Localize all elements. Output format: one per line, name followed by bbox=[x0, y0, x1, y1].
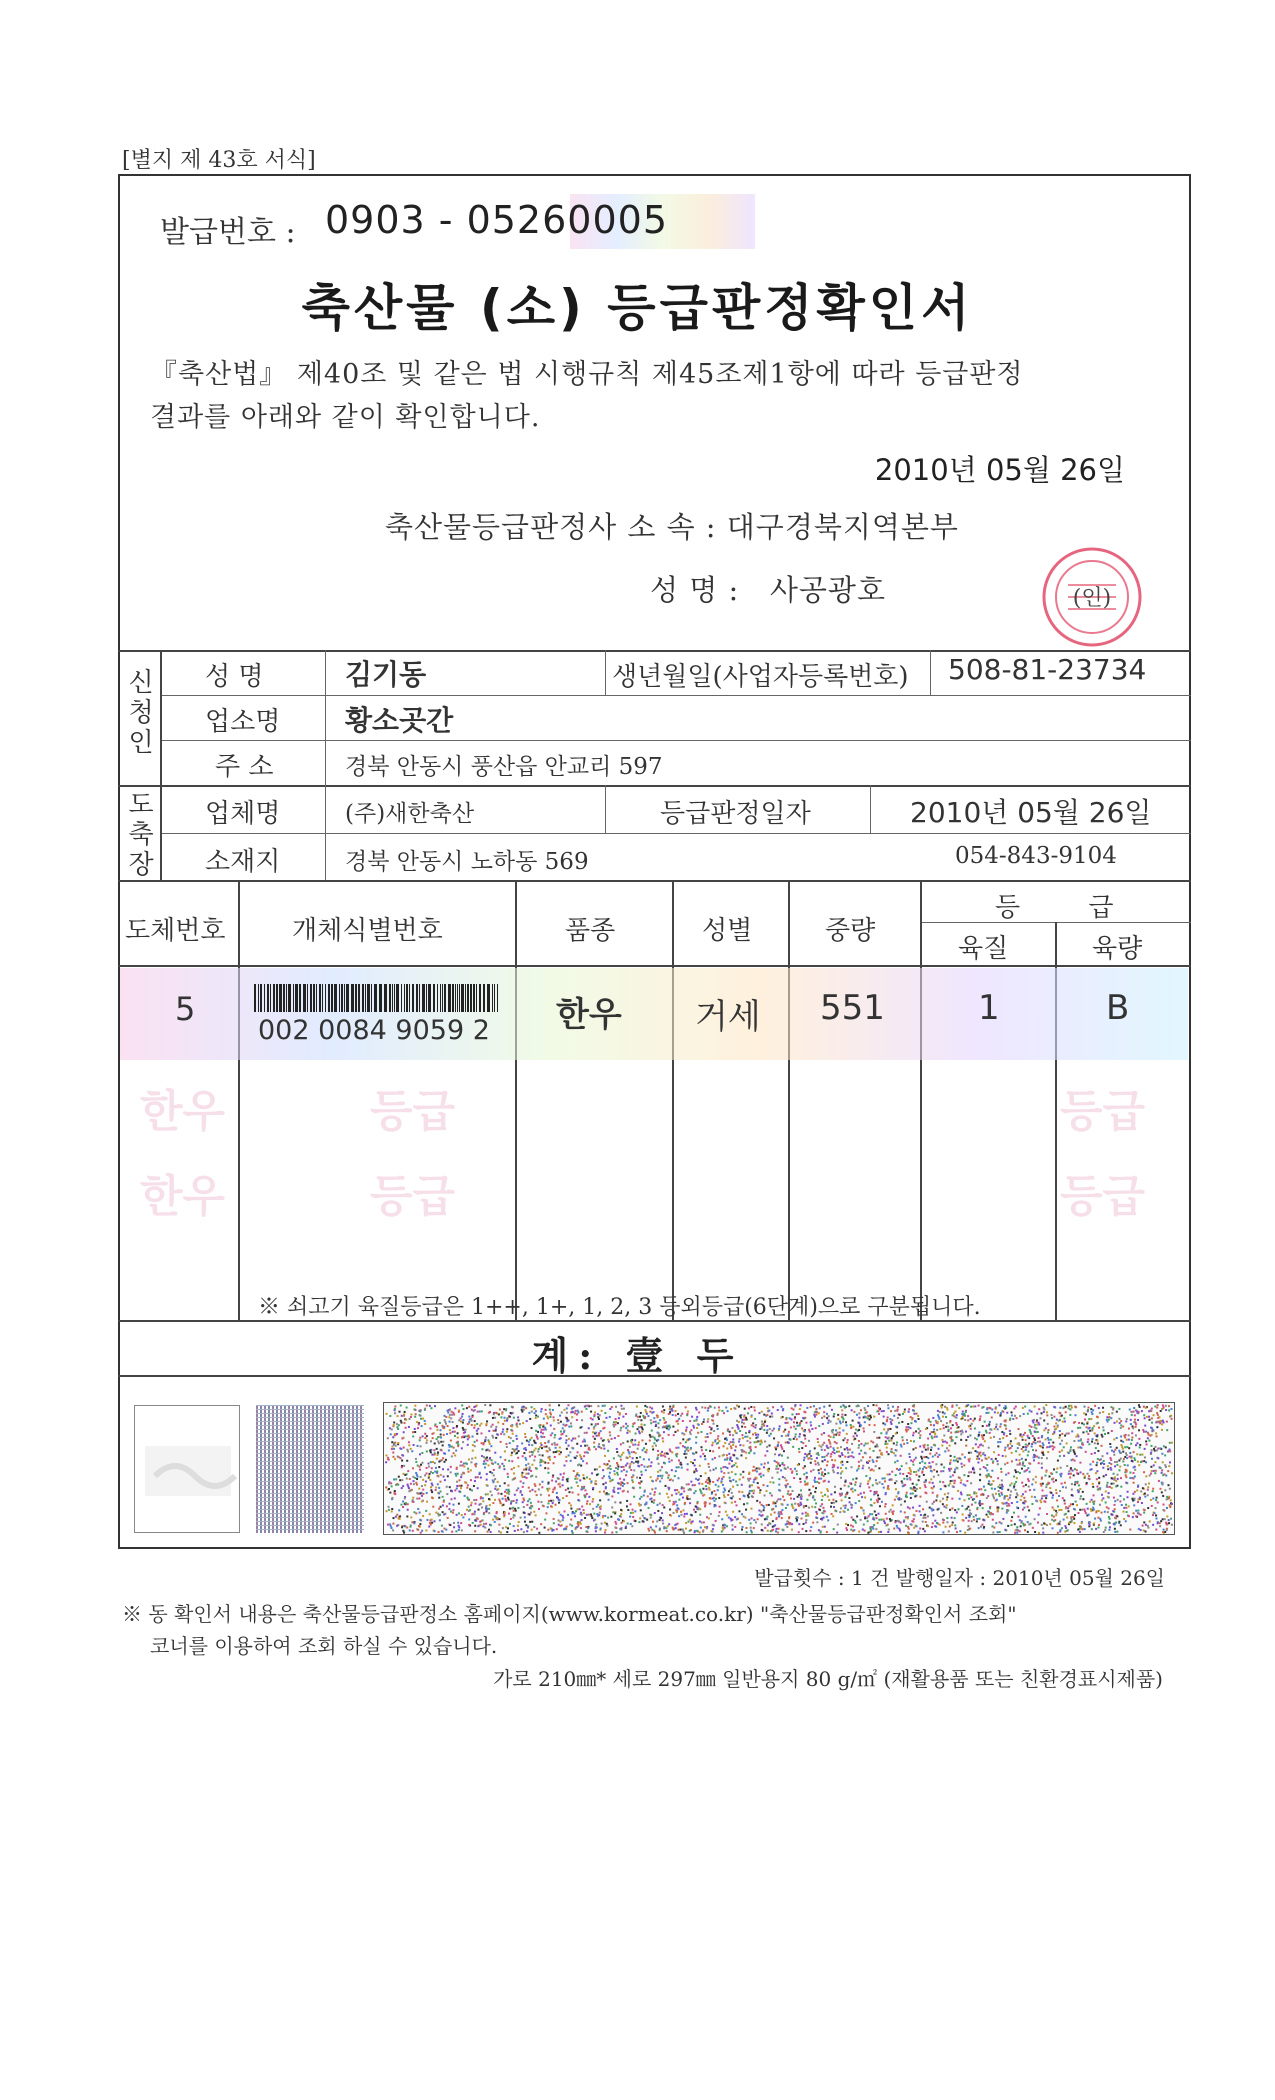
business-name-value: 황소곳간 bbox=[345, 704, 454, 737]
intro-text-line-1: 『축산법』 제40조 및 같은 법 시행규칙 제45조제1항에 따라 등급판정 bbox=[150, 359, 1024, 390]
column-line bbox=[238, 880, 240, 1320]
paper-spec-line: 가로 210㎜* 세로 297㎜ 일반용지 80 g/㎡ (재활용품 또는 친환경표시제품) bbox=[493, 1667, 1163, 1691]
table-top-line bbox=[118, 650, 1191, 652]
column-line bbox=[325, 650, 326, 880]
birth-value: 508-81-23734 bbox=[948, 653, 1147, 686]
applicant-name-value: 김기동 bbox=[345, 658, 427, 691]
grading-date-value: 2010년 05월 26일 bbox=[910, 796, 1152, 829]
row-line bbox=[160, 695, 1191, 696]
header-carcass-no: 도체번호 bbox=[125, 916, 226, 946]
grader-name-label: 성 명 : bbox=[650, 573, 740, 607]
watermark-text: 등급 bbox=[370, 1171, 456, 1222]
grading-date-label: 등급판정일자 bbox=[660, 799, 811, 829]
intro-text-line-2: 결과를 아래와 같이 확인합니다. bbox=[150, 402, 541, 433]
document-title: 축산물 (소) 등급판정확인서 bbox=[301, 279, 974, 337]
individual-id-value: 002 0084 9059 2 bbox=[258, 1015, 490, 1046]
applicant-name-label: 성 명 bbox=[205, 662, 264, 692]
official-seal-stamp bbox=[1040, 545, 1145, 650]
security-noise-pattern bbox=[383, 1402, 1175, 1535]
birth-label: 생년월일(사업자등록번호) bbox=[612, 662, 909, 692]
applicant-section-label: 신 청 인 bbox=[128, 668, 154, 758]
slaughterhouse-phone: 054-843-9104 bbox=[955, 843, 1117, 869]
grader-name-value: 사공광호 bbox=[769, 573, 886, 607]
weight-value: 551 bbox=[820, 988, 885, 1028]
yield-grade-value: B bbox=[1106, 988, 1130, 1028]
quality-grade-footnote: ※ 쇠고기 육질등급은 1++, 1+, 1, 2, 3 등외등급(6단계)으로 구분됩니다. bbox=[258, 1295, 981, 1320]
watermark-text: 한우 bbox=[140, 1171, 226, 1222]
slaughterhouse-section-label: 도 축 장 bbox=[128, 790, 154, 880]
column-line bbox=[920, 880, 922, 1320]
seal-mark: (인) bbox=[1072, 586, 1112, 611]
location-value: 경북 안동시 노하동 569 bbox=[345, 849, 589, 875]
watermark-text: 등급 bbox=[1060, 1086, 1146, 1137]
header-id-no: 개체식별번호 bbox=[292, 916, 443, 946]
column-line bbox=[160, 650, 162, 880]
section-divider bbox=[118, 785, 1191, 787]
location-label: 소재지 bbox=[205, 847, 281, 877]
breed-value: 한우 bbox=[556, 995, 622, 1035]
notice-line-1: ※ 동 확인서 내용은 축산물등급판정소 홈페이지(www.kormeat.co.kr) "축산물등급판정확인서 조회" bbox=[122, 1602, 1017, 1626]
total-count: 계: 壹 두 bbox=[531, 1333, 744, 1378]
grader-name bbox=[650, 568, 886, 609]
grade-header-bottom-line bbox=[118, 965, 1191, 967]
column-line bbox=[788, 880, 790, 1320]
issue-number-label: 발급번호 : bbox=[160, 215, 296, 250]
grader-affiliation bbox=[385, 505, 959, 546]
address-value: 경북 안동시 풍산읍 안교리 597 bbox=[345, 754, 663, 780]
grader-affiliation-value: 대구경북지역본부 bbox=[726, 510, 959, 544]
watermark-text: 등급 bbox=[1060, 1171, 1146, 1222]
security-grid-pattern bbox=[256, 1405, 364, 1533]
watermark-text: 한우 bbox=[140, 1086, 226, 1137]
quality-grade-value: 1 bbox=[978, 988, 1000, 1028]
business-name-label: 업소명 bbox=[205, 707, 281, 737]
header-grade: 등 급 bbox=[995, 893, 1144, 923]
barcode-graphic bbox=[254, 984, 500, 1012]
header-breed: 품종 bbox=[565, 916, 616, 946]
grader-affiliation-label: 축산물등급판정사 소 속 : bbox=[385, 510, 717, 544]
carcass-no-value: 5 bbox=[175, 990, 196, 1028]
column-line bbox=[515, 880, 517, 1320]
issue-date: 2010년 05월 26일 bbox=[874, 453, 1125, 487]
column-line bbox=[605, 785, 606, 833]
sex-value: 거세 bbox=[695, 997, 761, 1037]
row-line bbox=[160, 833, 1191, 834]
header-weight: 중량 bbox=[825, 916, 876, 946]
column-line bbox=[672, 880, 674, 1320]
issue-number: 0903 - 05260005 bbox=[325, 198, 668, 242]
company-value: (주)새한축산 bbox=[345, 801, 475, 827]
watermark-text: 등급 bbox=[370, 1086, 456, 1137]
notice-line-2: 코너를 이용하여 조회 하실 수 있습니다. bbox=[150, 1634, 498, 1658]
column-line bbox=[870, 785, 871, 833]
row-line bbox=[160, 740, 1191, 741]
security-hologram-box bbox=[134, 1405, 240, 1533]
section-divider bbox=[118, 880, 1191, 882]
column-line bbox=[605, 650, 606, 695]
header-quality: 육질 bbox=[958, 934, 1009, 964]
form-number-label: [별지 제 43호 서식] bbox=[122, 148, 316, 173]
column-line bbox=[930, 650, 931, 695]
company-label: 업체명 bbox=[205, 799, 281, 829]
header-sex: 성별 bbox=[702, 916, 753, 946]
security-background-band bbox=[120, 968, 1188, 1060]
address-label: 주 소 bbox=[215, 752, 274, 782]
issue-count-line: 발급횟수 : 1 건 발행일자 : 2010년 05월 26일 bbox=[754, 1566, 1165, 1590]
header-yield: 육량 bbox=[1092, 934, 1143, 964]
